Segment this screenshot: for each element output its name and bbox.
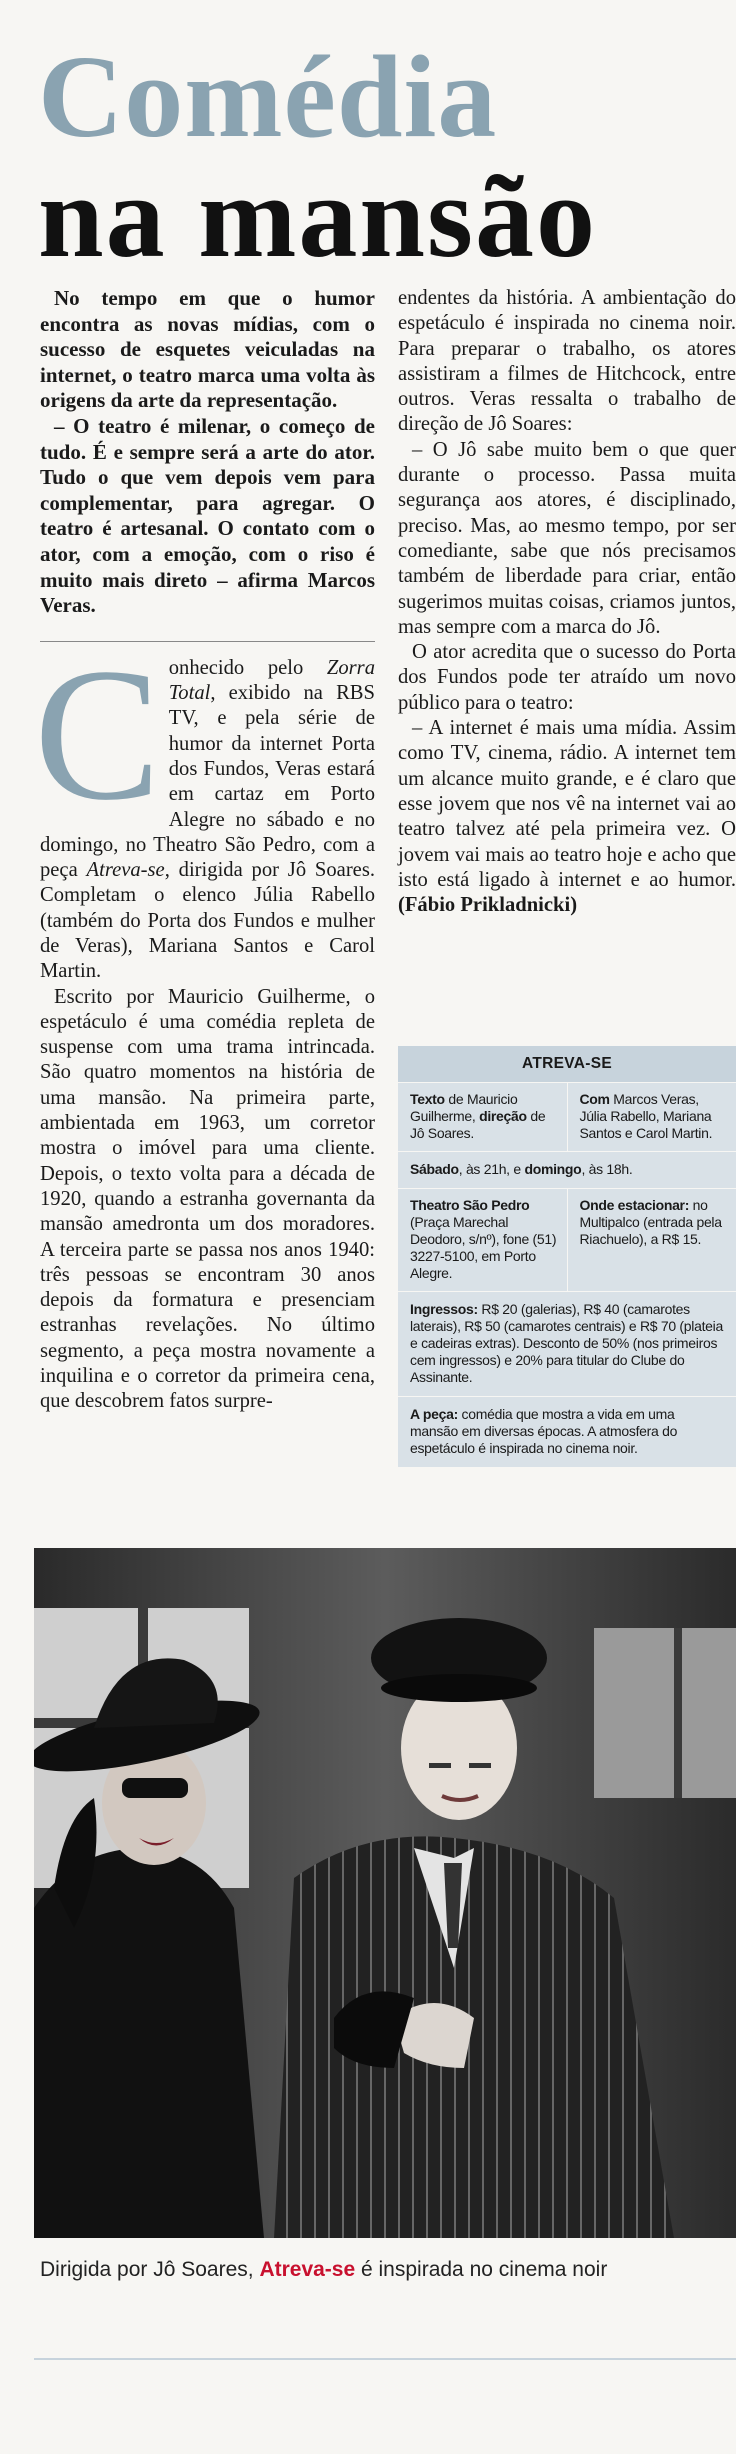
article-photo bbox=[34, 1548, 736, 2238]
body-text: onhecido pelo bbox=[168, 656, 327, 679]
info-label: Ingressos: bbox=[410, 1301, 478, 1317]
headline-line-2: na mansão bbox=[38, 151, 597, 282]
info-row-schedule bbox=[398, 1151, 736, 1188]
info-label: A peça: bbox=[410, 1406, 458, 1422]
info-label: Onde estacionar: bbox=[579, 1197, 690, 1213]
caption-highlight: Atreva-se bbox=[259, 2258, 356, 2281]
body-paragraph-2-continued: endentes da história. A ambientação do espetáculo é inspirada no cinema noir. Para preparar o trabalho, os atores assistiram a filmes de Hitchcock, entre outros. Veras ressalta o trabalho de direção de Jô Soares: bbox=[398, 287, 736, 436]
info-label: Theatro São Pedro bbox=[410, 1197, 530, 1213]
article-body-left bbox=[34, 629, 375, 1415]
info-box bbox=[398, 1046, 736, 1467]
body-paragraph-3: – O Jô sabe muito bem o que quer durante o processo. Passa muita segurança aos atores, é disciplinado, preciso. Mas, ao mesmo tempo, por ser comediante, sabe que nós precisamos também de liberdade para criar, então sugerimos muitas coisas, criamos juntos, mas sempre com a marca do Jô. bbox=[398, 438, 736, 638]
drop-cap: C bbox=[34, 629, 161, 840]
lead-quote: – O teatro é milenar, o começo de tudo. É e sempre será a arte do ator. Tudo o que vem depois vem para complementar, para agregar. O teatro é artesanal. O contato com o ator, com a emoção, com o riso é muito mais direto – afirma Marcos Veras. bbox=[40, 413, 375, 618]
info-cell-elenco bbox=[567, 1083, 736, 1151]
bottom-rule bbox=[34, 2358, 736, 2360]
info-cell-texto bbox=[398, 1083, 567, 1151]
info-label: direção bbox=[479, 1108, 527, 1124]
info-value: de Mauricio Guilherme, bbox=[410, 1091, 518, 1124]
info-value: (Praça Marechal Deodoro, s/nº), fone (51) 3227-5100, em Porto Alegre. bbox=[410, 1214, 557, 1281]
body-paragraph-2: Escrito por Mauricio Guilherme, o espetáculo é uma comédia repleta de suspense com uma trama intrincada. São quatro momentos na história de uma mansão. Na primeira parte, ambientada em 1963, um corretor mostra o imóvel para uma cliente. Depois, o texto volta para a década de 1920, quando a estranha governanta da mansão amedronta um dos moradores. A terceira parte se passa nos anos 1940: três pessoas se encontram 30 anos depois da formatura e presenciam estranhas revelações. No último segmento, a peça mostra novamente a inquilina e o corretor da primeira cena, que descobrem fatos surpre- bbox=[40, 985, 375, 1413]
lead-paragraph: No tempo em que o humor encontra as novas mídias, com o sucesso de esquetes veiculadas na internet, o teatro marca uma volta às origens da arte da representação. bbox=[40, 286, 375, 413]
info-row-location bbox=[398, 1188, 736, 1291]
info-value: comédia que mostra a vida em uma mansão em diversas épocas. A atmosfera do espetáculo é inspirada no cinema noir. bbox=[410, 1406, 678, 1456]
caption-text: é inspirada no cinema noir bbox=[355, 2258, 608, 2281]
info-value: de Jô Soares. bbox=[410, 1108, 546, 1141]
info-row-tickets bbox=[398, 1291, 736, 1396]
body-text: , dirigida por Jô Soares. Completam o elenco Júlia Rabello (também do Porta dos Fundos e mulher de Veras), Mariana Santos e Carol Martin. bbox=[40, 859, 375, 983]
info-value: , às 21h, e bbox=[458, 1161, 525, 1177]
article-column-right bbox=[398, 286, 736, 918]
lead-paragraphs bbox=[40, 286, 375, 619]
body-paragraph-4: O ator acredita que o sucesso do Porta dos Fundos pode ter atraído um novo público para o teatro: bbox=[398, 641, 736, 714]
photo-illustration bbox=[34, 1548, 736, 2238]
caption-text: Dirigida por Jô Soares, bbox=[40, 2258, 260, 2281]
info-label: Com bbox=[579, 1091, 610, 1107]
article-column-left bbox=[34, 286, 375, 1415]
author-credit: (Fábio Prikladnicki) bbox=[398, 894, 578, 917]
info-cell-venue bbox=[398, 1189, 567, 1291]
play-title: Atreva-se bbox=[86, 859, 165, 882]
headline-line-1: Comédia bbox=[38, 31, 498, 162]
info-value: no Multipalco (entrada pela Riachuelo), a R$ 15. bbox=[579, 1197, 722, 1247]
info-value: Marcos Veras, Júlia Rabello, Mariana Santos e Carol Martin. bbox=[579, 1091, 713, 1141]
body-text: – A internet é mais uma mídia. Assim como TV, cinema, rádio. A internet tem um alcance muito grande, e é claro que esse jovem que nos vê na internet vai ao teatro talvez até pela primeira vez. O jovem vai mais ao teatro hoje e acho que isto está ligado à internet e ao humor. bbox=[398, 717, 736, 891]
info-cell-parking bbox=[567, 1189, 736, 1291]
info-value: , às 18h. bbox=[581, 1161, 633, 1177]
info-row-synopsis bbox=[398, 1396, 736, 1467]
info-box-title: ATREVA-SE bbox=[398, 1046, 736, 1082]
body-paragraph-1 bbox=[34, 629, 375, 985]
photo-caption bbox=[40, 2258, 736, 2282]
info-label: Sábado bbox=[410, 1161, 459, 1177]
info-label: domingo bbox=[524, 1161, 582, 1177]
info-row-credits bbox=[398, 1082, 736, 1151]
body-paragraph-5 bbox=[398, 716, 736, 918]
body-text: , exibido na RBS TV, e pela série de humor da internet Porta dos Fundos, Veras estará em cartaz em Porto Alegre no sábado e no domingo, no Theatro São Pedro, com a peça bbox=[40, 682, 375, 882]
info-value: R$ 20 (galerias), R$ 40 (camarotes laterais), R$ 50 (camarotes centrais) e R$ 70 (plateia e cadeiras extras). Desconto de 50% (nos primeiros cem ingressos) e 20% para titular do Clube do Assinante. bbox=[410, 1301, 723, 1385]
show-title-zorra: Zorra Total bbox=[168, 656, 375, 705]
info-label: Texto bbox=[410, 1091, 445, 1107]
